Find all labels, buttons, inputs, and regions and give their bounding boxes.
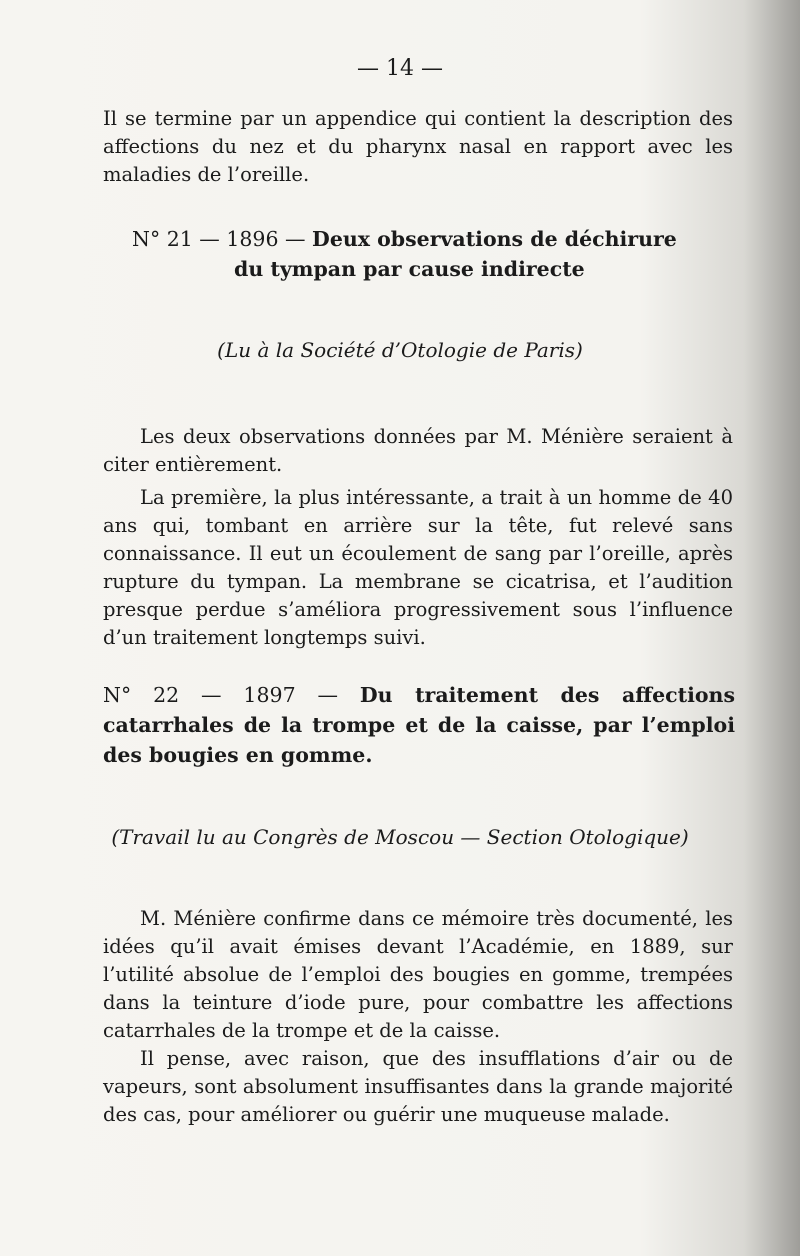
intro-paragraph: Il se termine par un appendice qui contient la description des affections du nez et du pharynx nasal en rapport avec les maladies de l’oreille. (103, 107, 733, 186)
entry-22-paragraph-2: Il pense, avec raison, que des insufflations d’air ou de vapeurs, sont absolument insuffisantes dans la grande majorité des cas, pour améliorer ou guérir une muqueuse malade. (103, 1047, 733, 1126)
entry-21-heading (132, 224, 677, 254)
entry-21-title-line1: Deux observations de déchirure (312, 227, 677, 251)
entry-21-number: N° 21 — 1896 — (132, 227, 306, 251)
entry-22-heading (103, 680, 735, 770)
entry-22-paragraph-1: M. Ménière confirme dans ce mémoire très documenté, les idées qu’il avait émises devant l’Académie, en 1889, sur l’utilité absolue de l’emploi des bougies en gomme, trempées dans la teinture d’iode pure, pour combattre les affections catarrhales de la trompe et de la caisse. (103, 907, 733, 1042)
entry-21-subtitle: (Lu à la Société d’Otologie de Paris) (217, 338, 583, 362)
page-number: — 14 — (357, 56, 443, 81)
entry-22-subtitle: (Travail lu au Congrès de Moscou — Section Otologique) (111, 825, 689, 849)
entry-22-number: N° 22 — 1897 — (103, 683, 338, 707)
entry-21-title-line2: du tympan par cause indirecte (234, 257, 585, 281)
entry-21-paragraph-1: Les deux observations données par M. Ménière seraient à citer entièrement. (103, 425, 733, 476)
entry-21-title-line2-wrap (234, 254, 585, 284)
entry-21-paragraph-2: La première, la plus intéressante, a trait à un homme de 40 ans qui, tombant en arrière sur la tête, fut relevé sans connaissance. Il eut un écoulement de sang par l’oreille, après rupture du tympan. La membrane se cicatrisa, et l’audition presque perdue s’améliora progressivement sous l’influence d’un traitement longtemps suivi. (103, 486, 733, 649)
entry-22-title: Du traitement des affections catarrhales de la trompe et de la caisse, par l’emploi des bougies en gomme. (103, 683, 735, 767)
